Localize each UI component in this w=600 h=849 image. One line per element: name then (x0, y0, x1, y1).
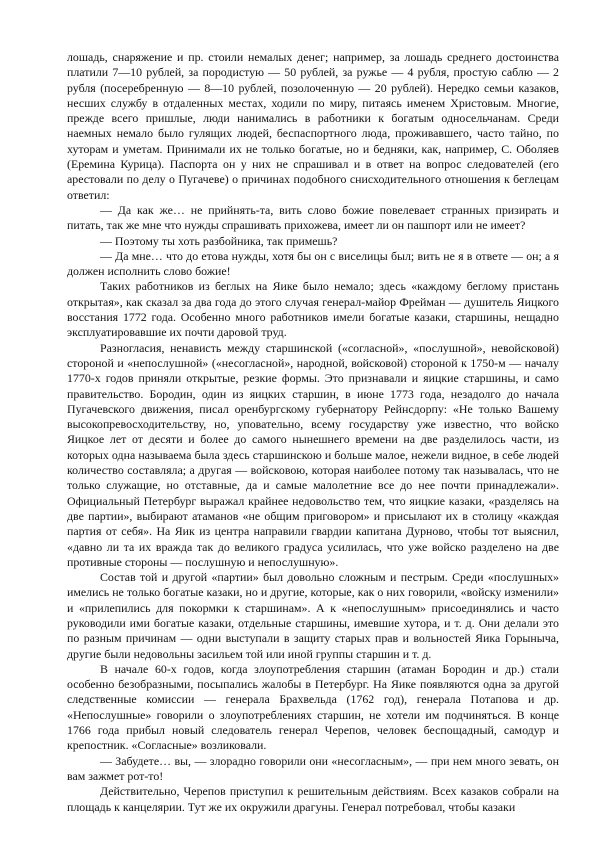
dialogue-line: — Да как же… не прийнять-та, вить слово божие повелевает странных призирать и питать, так же мне что нужды спрашивать прихожева, имеет ли он пашпорт или не имеет? (67, 202, 559, 233)
paragraph: Разногласия, ненависть между старшинской («согласной», «послушной», невойсковой) стороной и «непослушной» («несогласной», народной, войсковой) стороной к 1750-м — началу 1770-х годов приняли открытые, резкие формы. Это признавали и яицкие старшины, и само правительство. Бородин, один из яицких старшин, в июне 1773 года, незадолго до начала Пугачевского движения, писал оренбургскому губернатору Рейнсдорпу: «Не только Вашему высокопревосходительству, но, уповательно, всему государству уже известно, что войско Яицкое лет от десяти и более до самого нынешнего времени на две разделилось части, из которых одна называема была здесь старшинскою и больше малое, нежели видное, в себе людей количество составляла; а другая — войсковою, которая наиболее потому так называлась, что не только служащие, но отставные, да и самые малолетние все до нее почти принадлежали». Официальный Петербург выражал крайнее недовольство тем, что яицкие казаки, «разделясь на две партии», выбирают атаманов «не общим приговором» и присылают их в столицу «каждая партия от себя». На Яик из центра направили гвардии капитана Дурново, чтобы тот выяснил, «давно ли та их вражда так до великого градуса усилилась, что уже войско разделено на две противные стороны — послушную и непослушную». (67, 340, 559, 569)
paragraph: Действительно, Черепов приступил к решительным действиям. Всех казаков собрали на площадь к канцелярии. Тут же их окружили драгуны. Генерал потребовал, чтобы казаки (67, 784, 559, 814)
paragraph: Таких работников из беглых на Яике было немало; здесь «каждому беглому пристань открытая», как сказал за два года до этого случая генерал-майор Фрейман — душитель Яицкого восстания 1772 года. Особенно много работников имели богатые казаки, старшины, нещадно эксплуатировавшие их почти даровой труд. (67, 279, 559, 340)
dialogue-line: — Поэтому ты хоть разбойника, так примешь? (100, 233, 338, 248)
paragraph: В начале 60-х годов, когда злоупотребления старшин (атаман Бородин и др.) стали особенно безобразными, посыпались жалобы в Петербург. На Яике появляются одна за другой следственные комиссии — генерала Брахвельда (1762 год), генерала Потапова и др. «Непослушные» говорили о злоупотреблениях старшин, не хотели им подчиняться. В конце 1766 года прибыл новый следователь генерал Черепов, человек беспощадный, самодур и крепостник. «Согласные» возликовали. (67, 661, 559, 753)
dialogue-line: — Забудете… вы, — злорадно говорили они «несогласным», — при нем много зевать, он вам зажмет рот-то! (67, 753, 559, 783)
paragraph: Состав той и другой «партии» был довольно сложным и пестрым. Среди «послушных» имелись не только богатые казаки, но и другие, которые, как о них говорили, «войску изменили» и «прилепились для покормки к старшинам». А к «непослушным» присоединялись и часто руководили ими богатые казаки, отдельные старшины, имевшие хутора, и т. д. Они делали это по разным причинам — одни выступали в защиту старых прав и вольностей Яика Горыныча, другие были недовольны засильем той или иной группы старшин и т. д. (67, 570, 559, 661)
paragraph-continuation: лошадь, снаряжение и пр. стоили немалых денег; например, за лошадь среднего достоинства платили 7—10 рублей, за породистую — 50 рублей, за ружье — 4 рубля, простую саблю — 2 рубля (посеребренную — 8—10 рублей, позолоченную — 20 рублей). Нередко семьи казаков, несших службу в отдаленных местах, ходили по миру, питаясь именем Христовым. Многие, прежде всего пришлые, люди нанимались в работники к богатым односельчанам. Среди наемных немало было гулящих людей, беспаспортного люда, проживавшего, часто тайно, по хуторам и уметам. Принимали их не только богатые, но и бедняки, как, например, С. Оболяев (Еремина Курица). Паспорта он у них не спрашивал и в ответ на вопрос следователей (его арестовали по делу о Пугачеве) о причинах подобного снисходительного отношения к беглецам ответил: (67, 50, 559, 202)
dialogue-line: — Да мне… что до етова нужды, хотя бы он с виселицы был; вить не я в ответе — он; а я должен исполнить слово божие! (67, 248, 559, 279)
